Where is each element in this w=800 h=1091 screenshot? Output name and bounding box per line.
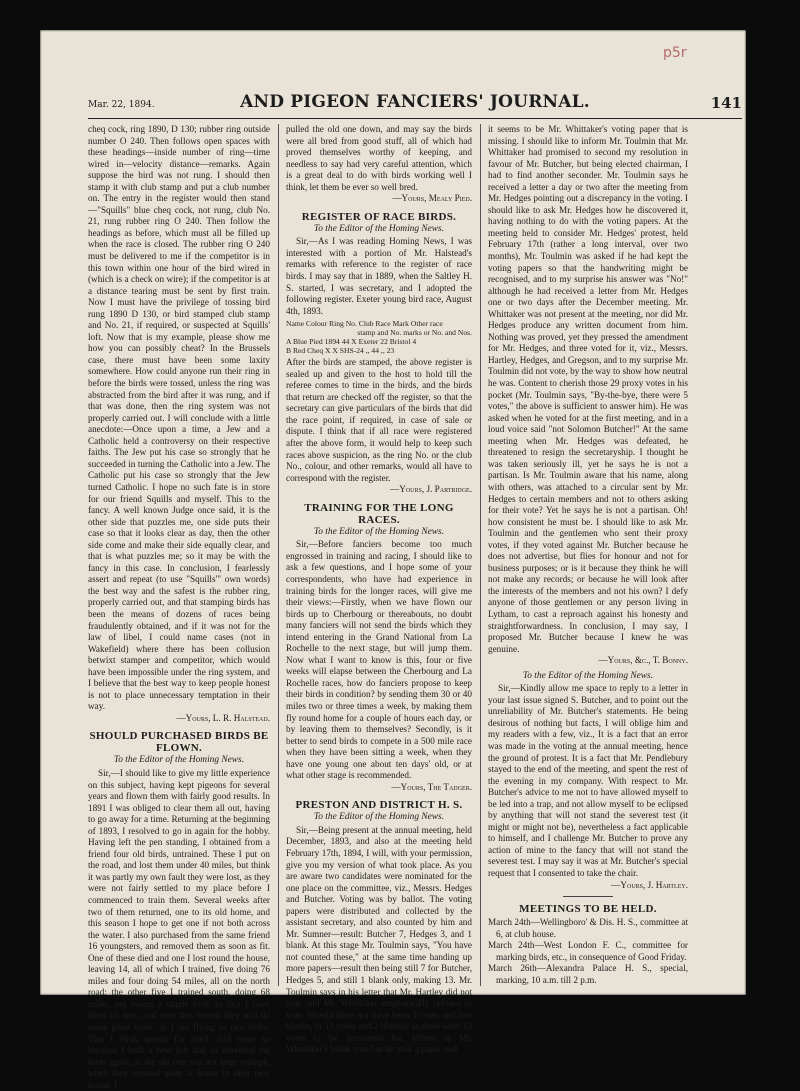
page-number: 141 <box>710 94 742 112</box>
article-paragraph: cheq cock, ring 1890, D 130; rubber ring outside number O 240. Then follows open spaces with these headings—inside number of ring—time wired in—velocity distance—remarks. Again suppose the bird was not rung. I should then stamp it with club stamp and put a club number on. The entry in the register would then stand—"Squills" blue cheq cock, not rung, club No. 21, rung rubber ring O 240. Then follow the headings as before, which must all be filled up when the race is closed. The rubber ring O 240 must be delivered to me if the competitor is in this town within one hour of the bird wired in (which is a check on wire); if the competitor is at a distance tearing must be sent by first train. Now I must have the privilege of tossing bird rung 1890 D 130, or bird stamped club stamp and No. 21, if required, or suspected at Squills' loft. Now that is my example, please show me how you can possibly cheat? In the Brussels case, there must have been some laxity somewhere. How could anyone run their ring in before the birds were tossed, unless the ring was abstracted from the bird after it was rung, and if that was done, then the ring system was not properly carried out. I will conclude with a little anecdote:—Once upon a time, a Jew and a Catholic held a controversy on their respective faiths. The Jew put his case so strongly that he succeeded in turning the Catholic into a Jew. The Catholic put his case so strongly that the Jew turned Catholic. I hope no such fate is in store for our friend Squills and myself. This to the fancy. A well known Judge once said, it is the other side that puzzles me, one side puts their case so that it looks clear as day, then the other side come and make their side equally clear, and that is what puzzles me; so it may be with the fancy in this case. In conclusion, I fearlessly assert and repeat (to use "Squills'" own words) the best way and the safest is the rubber ring, properly carried out, and that stamping birds has been the means of dozens of races being fraudulently obtained, and if it was not for the law of libel, I could name cases (not in Wakefield) where there has been collusion betwixt stamper and competitor, which would have been impossible under the ring system, and I believe that the best way to keep people honest is not to place unnecessary temptation in their way. <box>88 124 270 712</box>
register-table-row: A Blue Pied 1894 44 X Exeter 22 Bristol 4 <box>286 337 417 347</box>
article-paragraph: Sir,—Kindly allow me space to reply to a letter in your last issue signed S. Butcher, and to point out the unreliability of Mr. Butcher's statements. He being desirous of nothing but facts, I will oblige him and my readers with a few, viz., It is a fact that an error was made in the voting at the annual meeting, hence the ground of protest. It is a fact that Mr. Pendlebury stayed to the end of the meeting, and spent the rest of the evening in my company. With respect to Mr. Butcher's advice to me not to have allowed myself to be led into a trap, and not allow myself to be eclipsed by anything that will not stand the severest test (it might or might not be), nevertheless a fact applicable to himself, and I challenge Mr. Butcher to prove any action of mine to the fancy that will not stand the severest test. I may say it was at Mr. Butcher's special request that I consented to take the chair. <box>488 683 688 878</box>
article-heading: TRAINING FOR THE LONG RACES. <box>304 501 454 526</box>
header-rule <box>88 118 742 119</box>
signature: —Yours, Mealy Pied. <box>392 193 472 204</box>
column-1 <box>88 124 270 1090</box>
article-subheading: To the Editor of the Homing News. <box>313 223 445 234</box>
register-table-header: Name Colour Ring No. Club Race Mark Other race <box>286 319 443 329</box>
signature: —Yours, The Tadger. <box>391 781 472 792</box>
column-2 <box>286 124 472 1055</box>
article-heading: REGISTER OF RACE BIRDS. <box>301 210 457 223</box>
meeting-item: March 24th—Wellingboro' & Dis. H. S., committee at 6, at club house. <box>488 917 688 939</box>
meeting-item: March 26th—Alexandra Palace H. S., special, marking, 10 a.m. till 2 p.m. <box>488 963 688 985</box>
article-heading: SHOULD PURCHASED BIRDS BE FLOWN. <box>89 730 269 755</box>
issue-date: Mar. 22, 1894. <box>88 100 155 110</box>
article-subheading: To the Editor of the Homing News. <box>313 812 445 823</box>
meeting-item: March 24th—West London F. C., committee for marking birds, etc., in consequence of Good Friday. <box>488 940 688 962</box>
article-paragraph: pulled the old one down, and may say the birds were all bred from good stuff, all of which had proved themselves worthy of keeping, and needless to say had very careful attention, which is a great deal to do with birds working well I think, let them be ever so well bred. <box>286 124 472 192</box>
article-heading: PRESTON AND DISTRICT H. S. <box>295 799 463 812</box>
article-subheading: To the Editor of the Homing News. <box>522 670 654 681</box>
register-table-header-2: stamp and No. marks or No. and Nos. <box>357 328 472 338</box>
column-separator <box>278 124 279 986</box>
column-separator <box>480 124 481 986</box>
article-paragraph: Sir,—As I was reading Homing News, I was interested with a portion of Mr. Halstead's remarks with reference to the register of race birds. I may say that in 1889, when the Saltley H. S. started, I was secretary, and I adopted the following register. Exeter young bird race, August 4th, 1893. <box>286 236 472 316</box>
journal-title: AND PIGEON FANCIERS' JOURNAL. <box>240 92 590 112</box>
article-paragraph: Sir,—Being present at the annual meeting, held December, 1893, and also at the meeting held February 17th, 1894, I will, with your permission, give you my version of what took place. As you are aware two candidates were nominated for the one place on the committee, viz., Messrs. Hedges and Butcher. Voting was by ballot. The voting papers were distributed and collected by the assistant secretary, and also counted by him and Mr. Sumner—result: Butcher 7, Hedges 3, and 1 blank. At this stage Mr. Toulmin says, "You have not counted these," at the same time handing up more papers—result then being still 7 for Butcher, Hedges 5, and still 1 blank only, making 13. Mr. Toulmin says in his letter that Mr. Hartley did not vote and Mr. Whittaker emphatically refused to vote. Should there not have been 9 votes and two blanks, or 11 votes and 2 blanks? as there were 13 votes to be accounted for. Where is Mr. Whittaker's blank vote? as he took a paper and <box>286 824 472 1055</box>
article-subheading: To the Editor of the Homing News. <box>313 526 445 537</box>
article-paragraph: Sir,—I should like to give my little experience on this subject, having kept pigeons for several years and flown them with fairly good results. In 1891 I was obliged to clear them all out, having to go away for a time. Returning at the beginning of 1893, I resolved to go in again for the hobby. Having left the pen standing, I obtained from a friend four old birds, untrained. These I put on the road, and lost them under 40 miles, but think it was partly my own fault they were lost, as they were not fairly settled to my place before I commenced to train them. Several weeks after two of them returned, one to its old home, and this season I hope to get one if not both across the water. I also purchased from the same friend 16 youngsters, and removed them as soon as fit. One of these died and one I lost round the house, leaving 14, all of which I trained, five doing 76 miles and four doing 54 miles, all on the north road; the other five I trained south, doing 68 miles, not losing a single bird; in fact I have them all now, and trust this season they will do some good work, as I am flying in two clubs. This I think speaks for itself, still more so because I built a new loft and so unsettled the birds again, as the old one was not large enough, when they seemed quite at home in their new house. I <box>88 767 270 1090</box>
meetings-list <box>488 917 688 986</box>
register-table-row: B Red Cheq X X SHS-24 ,, 44 ,, 23 <box>286 346 395 356</box>
signature: —Yours, L. R. Halstead. <box>176 712 270 723</box>
section-divider <box>563 896 613 897</box>
signature: —Yours, J. Hartley. <box>611 879 688 890</box>
pencil-annotation: p5r <box>663 45 687 61</box>
register-table <box>286 319 472 355</box>
article-subheading: To the Editor of the Homing News. <box>113 755 245 766</box>
signature: —Yours, J. Partridge. <box>390 484 472 495</box>
signature: —Yours, &c., T. Bonny. <box>598 655 688 666</box>
article-paragraph: Sir,—Before fanciers become too much engrossed in training and racing, I should like to ask a few questions, and I hope some of your correspondents, who have had experience in training birds for the longer races, will give me their views:—Firstly, when we have flown our birds up to Cherbourg or thereabouts, no doubt many fanciers will not send the birds which they intend entering in the Grand National from La Rochelle to the next stage, but will jump them. Now what I want to know is this, four or five weeks will elapse between the Cherbourg and La Rochelle races, how do fanciers propose to keep their birds in condition? by sending them 30 or 40 miles two or three times a week, by making them fly round home for a couple of hours each day, or by leaving them to themselves? Secondly, is it better to send birds to compete in a 500 mile race when they have been sitting a week, when they have one young one about ten days' old, or at what other stage is recommended. <box>286 539 472 781</box>
article-heading: MEETINGS TO BE HELD. <box>519 903 657 916</box>
article-paragraph: After the birds are stamped, the above register is sealed up and given to the host to hold till the referee comes to time in the birds, and the birds that return are checked off the register, so that the secretary can give particulars of the birds that did the race point, if required, in case of sale or dispute. I think that if all race were registered after the above form, it would help to keep such races above suspicion, as the ring No. or the club No., colour, and other remarks, would all have to correspond with the register. <box>286 357 472 483</box>
running-header <box>88 92 742 114</box>
column-3 <box>488 124 688 986</box>
article-paragraph: it seems to be Mr. Whittaker's voting paper that is missing. I should like to inform Mr. Toulmin that Mr. Whittaker had promised to second my resolution in favour of Mr. Butcher, but being elected chairman, I had to find another seconder. Mr. Toulmin says he received a letter a day or two after the meeting from Mr. Hedges pointing out a discrepancy in the voting. I should like to ask Mr. Hedges how he discovered it, having nothing to do with the voting papers. At the meeting held to consider Mr. Hedges' protest, held February 17th (rather a long interval, over two months), Mr. Toulmin was asked if he had kept the voting papers so that the handwriting might be recognised, and to my surprise his answer was "No!" although he had received a letter from Mr. Hedges one or two days after the December meeting. Mr. Whittaker was not present at the meeting, nor did Mr. Hedges produce any written document from him. Nothing was proved, yet they pressed the amendment for Mr. Hedges, and three voted for it, viz., Messrs. Hartley, Hedges, and Gregson, and to my surprise Mr. Toulmin did not vote, by the way to show how neutral he was. Content to cherish those 29 proxy votes in his pocket (Mr. Toulmin says, "By-the-bye, there were 5 votes," the above is sufficient to answer him). He was asked when he voted for at the first meeting, and in a loud voice said "not Solomon Butcher!" At the same meeting when Mr. Hedges was defeated, he threatened to resign the secretaryship. I thought he was taken seriously ill, yet he says he is not a partisan. Is Mr. Toulmin aware that his name, along with others, was attached to a circular sent by Mr. Hedges to certain members and not to others asking for their vote? Yet he says he is not a partisan. Oh! how consistent he must be. I should like to ask Mr. Toulmin and the gentlemen who sent their proxy votes, if they voted against Mr. Butcher because he does not advertise, but flies for honour and not for business purposes; or is it because they think he will not make any records; or because he will look after the interests of the members and not his own? I defy anyone of those gentlemen or any person living in Lytham, to cast a reproach against his honesty and straightforwardness. In conclusion, I may say, I proposed Mr. Butcher because I knew he was genuine. <box>488 124 688 654</box>
